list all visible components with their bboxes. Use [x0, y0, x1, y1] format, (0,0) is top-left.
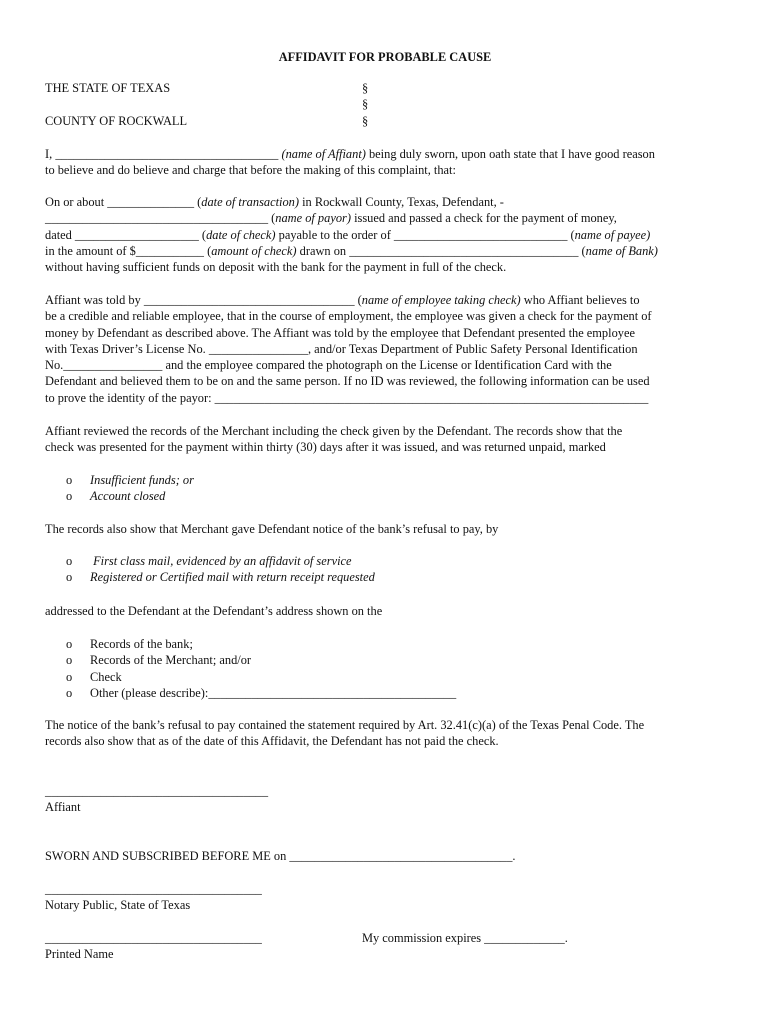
transaction-paragraph — [45, 194, 725, 275]
affiant-oath-paragraph — [45, 146, 725, 179]
return-reason-list — [66, 472, 194, 505]
bullet-icon: o — [66, 669, 73, 684]
paragraph-line: be a credible and reliable employee, that in the course of employment, the employee was given a check for the payment of — [45, 309, 652, 324]
section-symbol: § — [362, 81, 369, 95]
paragraph-line: dated ____________________ (date of check) payable to the order of ____________________________ (name of payee) — [45, 227, 651, 242]
notice-paragraph: The records also show that Merchant gave Defendant notice of the bank’s refusal to pay, by — [45, 522, 499, 536]
list-item: o Registered or Certified mail with return receipt requested — [66, 570, 375, 585]
bullet-icon: o — [66, 473, 73, 487]
printed-name-label: Printed Name — [45, 947, 114, 961]
employee-paragraph — [45, 292, 725, 406]
notary-label: Notary Public, State of Texas — [45, 898, 191, 912]
affiant-label: Affiant — [45, 800, 81, 814]
paragraph-line: No.________________ and the employee compared the photograph on the License or Identification Card with the — [45, 358, 612, 373]
bullet-icon: o — [66, 489, 73, 504]
paragraph-line: money by Defendant as described above. The Affiant was told by the employee that Defendant presented the employee — [45, 325, 635, 340]
notice-method-list — [66, 553, 375, 586]
bullet-icon: o — [66, 685, 73, 700]
list-item: o Records of the Merchant; and/or — [66, 653, 252, 668]
paragraph-line: records also show that as of the date of this Affidavit, the Defendant has not paid the check. — [45, 734, 499, 749]
paragraph-line: to believe and do believe and charge that before the making of this complaint, that: — [45, 163, 456, 178]
paragraph-line: to prove the identity of the payor: ______________________________________________________________________ — [45, 390, 649, 405]
bullet-icon: o — [66, 554, 73, 568]
section-symbol: § — [362, 97, 369, 111]
records-review-paragraph — [45, 423, 725, 456]
list-item: o Insufficient funds; or — [66, 473, 194, 487]
bullet-icon: o — [66, 653, 73, 668]
list-item: o Other (please describe):________________________________________ — [66, 685, 457, 700]
notary-signature-line: ___________________________________ — [45, 882, 262, 896]
paragraph-line: in the amount of $___________ (amount of check) drawn on _____________________________________ (name of Bank) — [45, 243, 658, 258]
paragraph-line: without having sufficient funds on deposit with the bank for the payment in full of the check. — [45, 260, 507, 275]
list-item: o Check — [66, 669, 122, 684]
list-item: o Account closed — [66, 489, 166, 504]
affiant-signature-line: ____________________________________ — [45, 784, 269, 798]
paragraph-line: check was presented for the payment within thirty (30) days after it was issued, and was returned unpaid, marked — [45, 440, 606, 455]
sworn-statement: SWORN AND SUBSCRIBED BEFORE ME on ____________________________________. — [45, 849, 516, 863]
penal-code-paragraph — [45, 717, 725, 750]
paragraph-line: ____________________________________ (name of payor) issued and passed a check for the payment of money, — [45, 211, 617, 226]
printed-name-line: ___________________________________ — [45, 931, 262, 945]
address-source-list — [66, 636, 456, 701]
paragraph-line: On or about ______________ (date of transaction) in Rockwall County, Texas, Defendant, - — [45, 195, 504, 209]
paragraph-line: Affiant was told by __________________________________ (name of employee taking check) who Affiant believes to — [45, 293, 640, 307]
paragraph-line: The notice of the bank’s refusal to pay contained the statement required by Art. 32.41(c)(a) of the Texas Penal Code. The — [45, 718, 645, 732]
commission-expires: My commission expires _____________. — [362, 931, 568, 945]
list-item: o First class mail, evidenced by an affidavit of service — [66, 554, 352, 568]
list-item: o Records of the bank; — [66, 637, 193, 651]
state-label: THE STATE OF TEXAS — [45, 81, 171, 95]
bullet-icon: o — [66, 637, 73, 651]
paragraph-line: with Texas Driver’s License No. ________________, and/or Texas Department of Public Safety Personal Identification — [45, 341, 638, 356]
bullet-icon: o — [66, 570, 73, 585]
section-symbol: § — [362, 114, 369, 128]
paragraph-line: Defendant and believed them to be on and the same person. If no ID was reviewed, the following information can be used — [45, 374, 650, 389]
paragraph-line: I, ____________________________________ (name of Affiant) being duly sworn, upon oath state that I have good reason — [45, 147, 655, 161]
county-label: COUNTY OF ROCKWALL — [45, 114, 188, 128]
document-title: AFFIDAVIT FOR PROBABLE CAUSE — [278, 50, 492, 64]
paragraph-line: Affiant reviewed the records of the Merchant including the check given by the Defendant. The records show that the — [45, 424, 623, 438]
address-paragraph: addressed to the Defendant at the Defendant’s address shown on the — [45, 604, 383, 618]
